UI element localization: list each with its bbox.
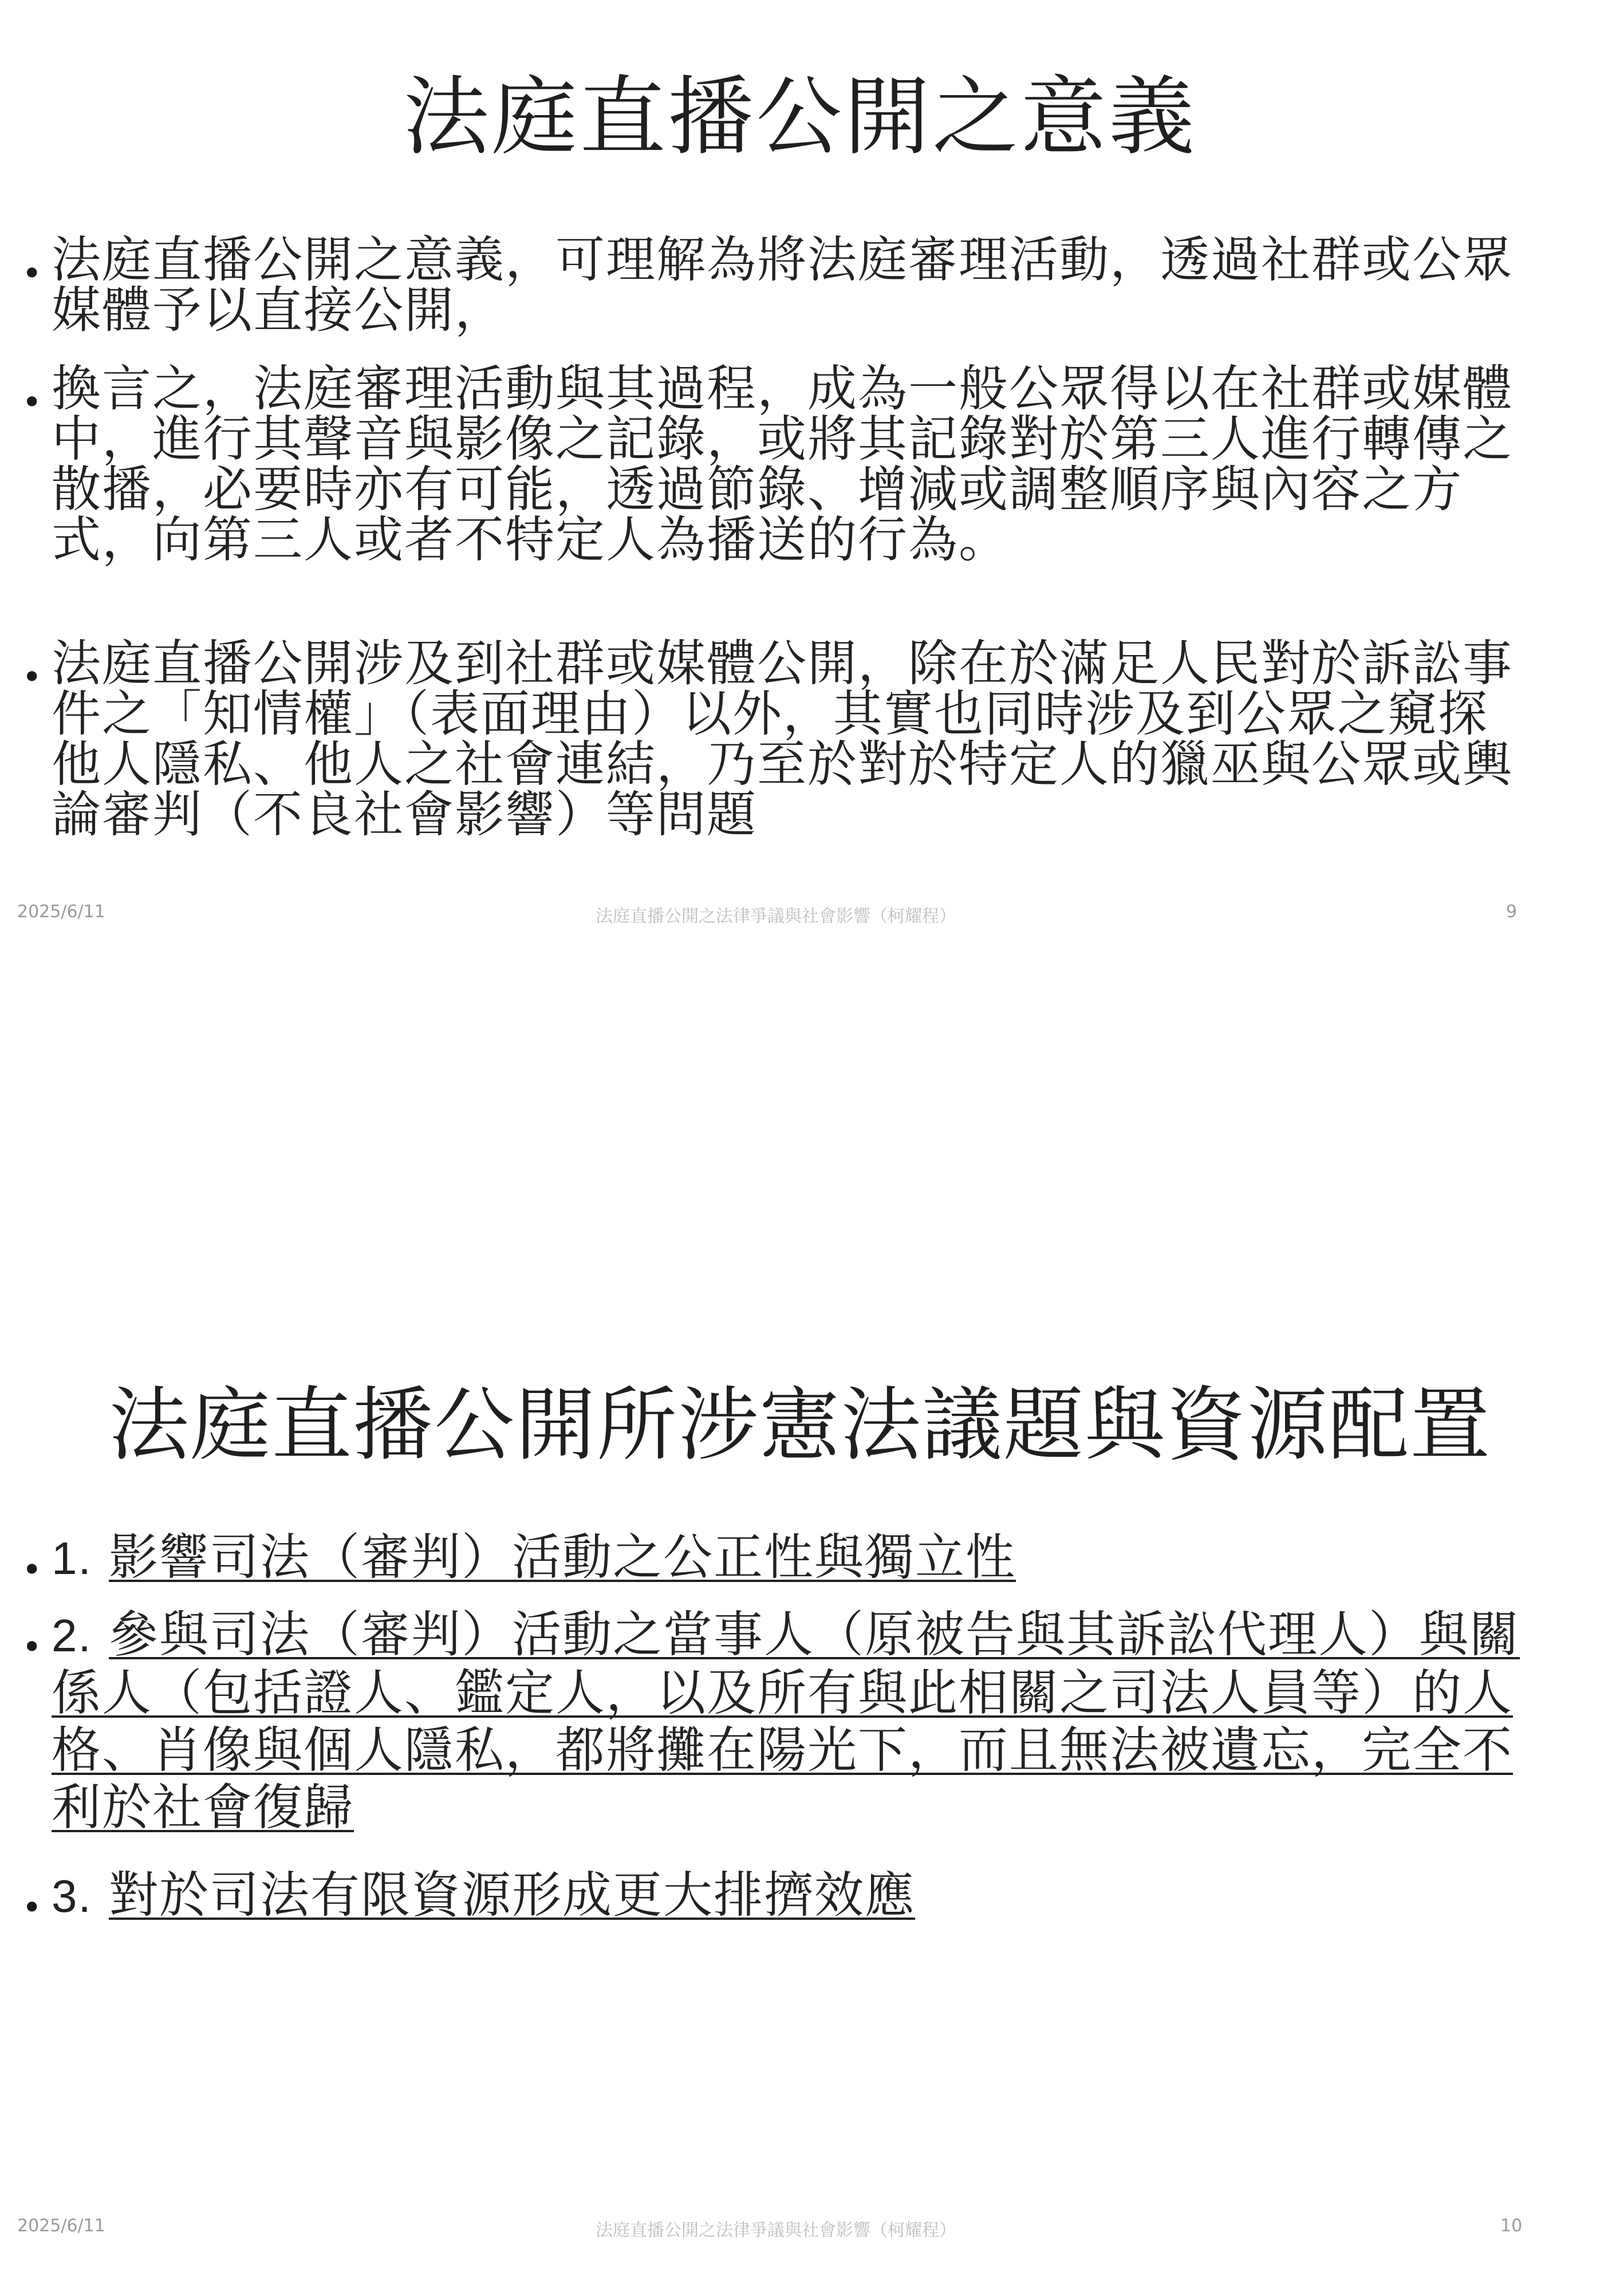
bullet-marker: • — [22, 254, 42, 294]
bullet-number: 2. — [52, 1610, 92, 1661]
bullet-item — [17, 1606, 1529, 1836]
page-number: 9 — [1506, 902, 1518, 922]
page-number: 10 — [1500, 2216, 1523, 2236]
slide-9 — [0, 0, 1600, 973]
bullet-text: 法庭直播公開之意義，可理解為將法庭審理活動，透過社群或公眾媒體予以直接公開， — [52, 231, 1513, 339]
footer-caption: 法庭直播公開之法律爭議與社會影響（柯耀程） — [596, 2220, 956, 2240]
bullet-marker: • — [22, 382, 42, 423]
bullet-text: 參與司法（審判）活動之當事人（原被告與其訴訟代理人）與關係人（包括證人、鑑定人，以及所有與此相關之司法人員等）的人格、肖像與個人隱私，都將攤在陽光下，而且無法被遺忘，完全不利於社會復歸 — [52, 1606, 1520, 1836]
bullet-text: 法庭直播公開涉及到社群或媒體公開，除在於滿足人民對於訴訟事件之「知情權」（表面理由）以外，其實也同時涉及到公眾之窺探他人隱私、他人之社會連結，乃至於對於特定人的獵巫與公眾或輿論審判（不良社會影響）等問題 — [52, 635, 1513, 843]
bullet-item — [17, 1529, 1529, 1590]
bullet-number: 1. — [52, 1533, 92, 1584]
bullet-content — [52, 1529, 1529, 1587]
bullet-marker: • — [22, 657, 42, 697]
footer-caption: 法庭直播公開之法律爭議與社會影響（柯耀程） — [596, 906, 956, 926]
bullet-marker: • — [22, 1550, 42, 1590]
footer-date: 2025/6/11 — [17, 902, 105, 922]
bullet-item — [17, 231, 1529, 339]
bullet-marker: • — [22, 1888, 42, 1928]
bullet-number: 3. — [52, 1871, 92, 1922]
bullet-content — [52, 1606, 1529, 1836]
bullet-item — [17, 1867, 1529, 1928]
slide-10 — [0, 1317, 1600, 2290]
slide-title: 法庭直播公開之意義 — [403, 68, 1197, 167]
bullet-text: 影響司法（審判）活動之公正性與獨立性 — [109, 1529, 1016, 1586]
bullet-item — [17, 635, 1529, 843]
bullet-content — [52, 1867, 1529, 1925]
bullet-text: 對於司法有限資源形成更大排擠效應 — [109, 1867, 916, 1924]
bullet-marker: • — [22, 1627, 42, 1667]
bullet-item — [17, 360, 1529, 569]
bullet-text: 換言之，法庭審理活動與其過程，成為一般公眾得以在社群或媒體中，進行其聲音與影像之記錄，或將其記錄對於第三人進行轉傳之散播，必要時亦有可能，透過節錄、增減或調整順序與內容之方式，向第三人或者不特定人為播送的行為。 — [52, 360, 1513, 569]
footer-date: 2025/6/11 — [17, 2216, 105, 2236]
slide-title: 法庭直播公開所涉憲法議題與資源配置 — [108, 1379, 1491, 1472]
